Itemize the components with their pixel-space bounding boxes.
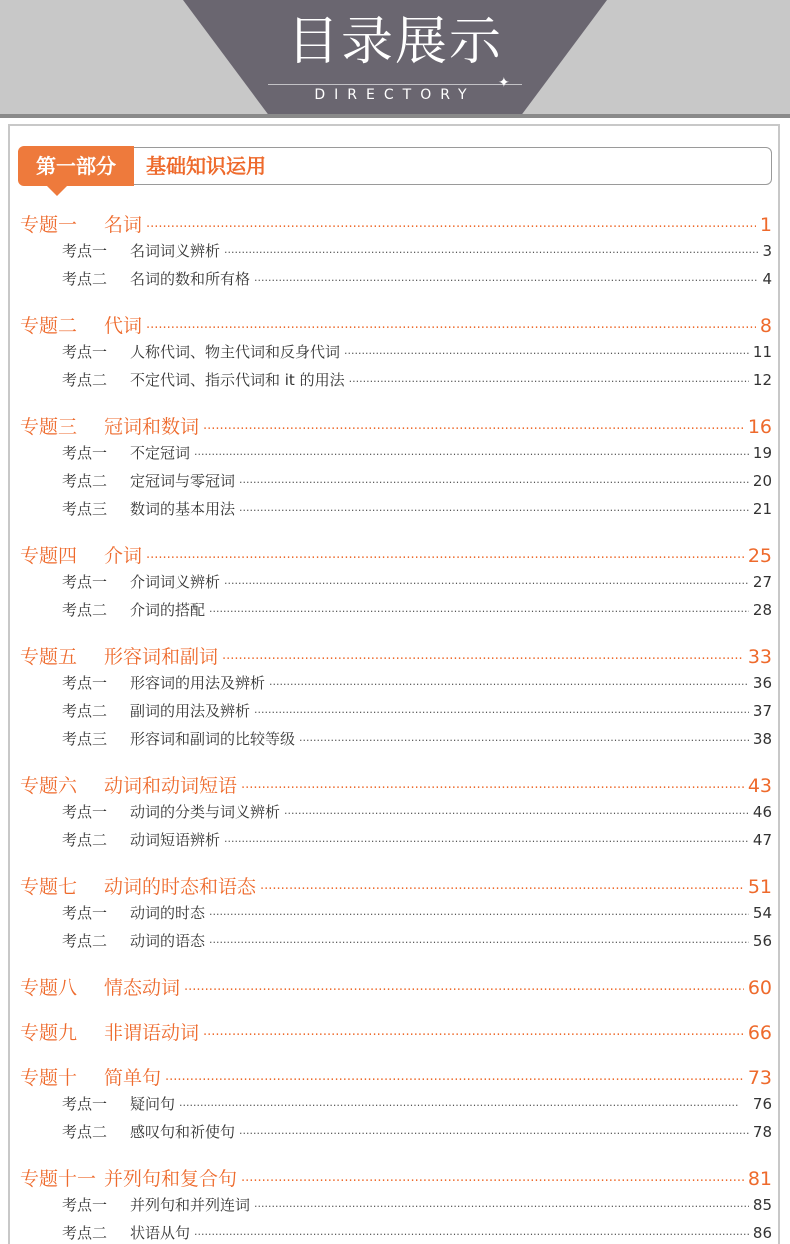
dot-leader: [146, 220, 756, 235]
point-page-number: 37: [752, 702, 772, 720]
topic-label: 专题十: [20, 1067, 78, 1089]
toc-topic-row: [20, 1164, 772, 1191]
topic-name: 并列句和复合句: [104, 1168, 238, 1190]
toc-topic-row: [20, 872, 772, 899]
point-name: 动词的时态: [130, 904, 206, 922]
topic-page-number: 33: [747, 646, 772, 668]
toc-point-row: [62, 369, 772, 390]
dot-leader: [344, 347, 749, 360]
point-label: 考点一: [62, 674, 108, 692]
point-name: 感叹句和祈使句: [130, 1123, 236, 1141]
topic-label: 专题八: [20, 977, 78, 999]
topic-label: 专题六: [20, 775, 78, 797]
toc-point-row: [62, 1222, 772, 1243]
point-label: 考点一: [62, 803, 108, 821]
point-page-number: 28: [752, 601, 772, 619]
topic-page-number: 60: [747, 977, 772, 999]
toc-topic-row: [20, 1018, 772, 1045]
point-page-number: 11: [752, 343, 772, 361]
dot-leader: [209, 936, 749, 949]
point-name: 动词短语辨析: [130, 831, 221, 849]
dot-leader: [222, 652, 744, 667]
topic-page-number: 16: [747, 416, 772, 438]
toc-point-row: [62, 599, 772, 620]
point-page-number: 4: [762, 270, 772, 288]
point-name: 人称代词、物主代词和反身代词: [130, 343, 341, 361]
dot-leader: [165, 1073, 744, 1088]
point-page-number: 36: [752, 674, 772, 692]
toc-point-row: [62, 902, 772, 923]
toc-point-row: [62, 1121, 772, 1142]
toc-point-row: [62, 700, 772, 721]
point-page-number: 19: [752, 444, 772, 462]
point-label: 考点二: [62, 1123, 108, 1141]
point-page-number: 21: [752, 500, 772, 518]
topic-label: 专题五: [20, 646, 78, 668]
point-page-number: 20: [752, 472, 772, 490]
dot-leader: [269, 678, 749, 691]
dot-leader: [260, 882, 744, 897]
dot-leader: [239, 504, 749, 517]
toc-point-row: [62, 571, 772, 592]
topic-page-number: 51: [747, 876, 772, 898]
topic-name: 动词的时态和语态: [104, 876, 257, 898]
point-name: 动词的分类与词义辨析: [130, 803, 281, 821]
part-title: 基础知识运用: [146, 154, 266, 178]
point-name: 定冠词与零冠词: [130, 472, 236, 490]
dot-leader: [299, 734, 749, 747]
dot-leader: [241, 781, 744, 796]
topic-label: 专题十一: [20, 1168, 97, 1190]
toc-point-row: [62, 498, 772, 519]
subtitle-rule: [268, 84, 522, 85]
topic-name: 代词: [104, 315, 143, 337]
topic-label: 专题一: [20, 214, 78, 236]
point-label: 考点二: [62, 702, 108, 720]
point-label: 考点一: [62, 573, 108, 591]
dot-leader: [203, 422, 744, 437]
point-name: 介词的搭配: [130, 601, 206, 619]
point-label: 考点二: [62, 932, 108, 950]
dot-leader: [146, 321, 756, 336]
topic-name: 名词: [104, 214, 143, 236]
point-name: 介词词义辨析: [130, 573, 221, 591]
point-name: 名词的数和所有格: [130, 270, 251, 288]
toc-point-row: [62, 829, 772, 850]
topic-label: 专题七: [20, 876, 78, 898]
dot-leader: [239, 1127, 749, 1140]
point-name: 形容词的用法及辨析: [130, 674, 266, 692]
dot-leader: [224, 246, 758, 259]
point-label: 考点一: [62, 1196, 108, 1214]
toc-point-row: [62, 341, 772, 362]
point-page-number: 85: [752, 1196, 772, 1214]
dot-leader: [194, 1228, 749, 1241]
dot-leader: [179, 1099, 749, 1112]
sparkle-icon: ✦: [498, 75, 510, 91]
point-name: 不定冠词: [130, 444, 191, 462]
dot-leader: [254, 1200, 749, 1213]
point-label: 考点三: [62, 500, 108, 518]
toc-point-row: [62, 470, 772, 491]
dot-leader: [254, 706, 749, 719]
part-tag-pointer: [46, 185, 68, 196]
point-page-number: 76: [752, 1095, 772, 1113]
topic-name: 形容词和副词: [104, 646, 219, 668]
point-page-number: 27: [752, 573, 772, 591]
toc-topic-row: [20, 210, 772, 237]
point-name: 形容词和副词的比较等级: [130, 730, 296, 748]
toc-point-row: [62, 728, 772, 749]
dot-leader: [194, 448, 749, 461]
dot-leader: [184, 983, 744, 998]
dot-leader: [284, 807, 749, 820]
toc-topic-row: [20, 541, 772, 568]
point-name: 并列句和并列连词: [130, 1196, 251, 1214]
banner-divider: [0, 114, 790, 118]
toc-topic-row: [20, 1063, 772, 1090]
toc-topic-row: [20, 771, 772, 798]
topic-name: 冠词和数词: [104, 416, 200, 438]
topic-page-number: 1: [759, 214, 772, 236]
toc-point-row: [62, 1093, 772, 1114]
point-page-number: 78: [752, 1123, 772, 1141]
point-page-number: 12: [752, 371, 772, 389]
topic-name: 情态动词: [104, 977, 181, 999]
toc-point-row: [62, 801, 772, 822]
point-name: 状语从句: [130, 1224, 191, 1242]
point-name: 名词词义辨析: [130, 242, 221, 260]
dot-leader: [224, 835, 749, 848]
point-label: 考点一: [62, 343, 108, 361]
point-label: 考点二: [62, 1224, 108, 1242]
point-page-number: 47: [752, 831, 772, 849]
point-label: 考点一: [62, 1095, 108, 1113]
point-name: 疑问句: [130, 1095, 176, 1113]
dot-leader: [241, 1174, 744, 1189]
topic-page-number: 73: [747, 1067, 772, 1089]
topic-name: 介词: [104, 545, 143, 567]
topic-label: 专题二: [20, 315, 78, 337]
point-page-number: 38: [752, 730, 772, 748]
dot-leader: [146, 551, 744, 566]
dot-leader: [254, 274, 758, 287]
topic-page-number: 66: [747, 1022, 772, 1044]
topic-label: 专题三: [20, 416, 78, 438]
point-page-number: 46: [752, 803, 772, 821]
toc-point-row: [62, 442, 772, 463]
point-page-number: 86: [752, 1224, 772, 1242]
dot-leader: [224, 577, 749, 590]
topic-label: 专题四: [20, 545, 78, 567]
dot-leader: [209, 605, 749, 618]
point-page-number: 3: [762, 242, 772, 260]
toc-point-row: [62, 268, 772, 289]
toc-point-row: [62, 240, 772, 261]
toc-point-row: [62, 930, 772, 951]
dot-leader: [349, 375, 749, 388]
point-name: 数词的基本用法: [130, 500, 236, 518]
dot-leader: [209, 908, 749, 921]
toc-topic-row: [20, 311, 772, 338]
page-subtitle: DIRECTORY: [314, 87, 476, 103]
topic-page-number: 43: [747, 775, 772, 797]
point-label: 考点二: [62, 371, 108, 389]
topic-page-number: 8: [759, 315, 772, 337]
point-label: 考点二: [62, 831, 108, 849]
point-name: 不定代词、指示代词和 it 的用法: [130, 371, 345, 389]
toc-point-row: [62, 672, 772, 693]
point-page-number: 56: [752, 932, 772, 950]
topic-name: 简单句: [104, 1067, 162, 1089]
header-banner: [0, 0, 790, 118]
point-label: 考点二: [62, 472, 108, 490]
point-page-number: 54: [752, 904, 772, 922]
point-name: 副词的用法及辨析: [130, 702, 251, 720]
page-title: 目录展示: [286, 12, 503, 72]
toc-topic-row: [20, 973, 772, 1000]
topic-page-number: 25: [747, 545, 772, 567]
dot-leader: [239, 476, 749, 489]
point-label: 考点二: [62, 270, 108, 288]
topic-label: 专题九: [20, 1022, 78, 1044]
topic-name: 动词和动词短语: [104, 775, 238, 797]
point-label: 考点一: [62, 444, 108, 462]
point-label: 考点三: [62, 730, 108, 748]
toc-point-row: [62, 1194, 772, 1215]
point-name: 动词的语态: [130, 932, 206, 950]
topic-name: 非谓语动词: [104, 1022, 200, 1044]
point-label: 考点一: [62, 242, 108, 260]
dot-leader: [203, 1028, 744, 1043]
point-label: 考点二: [62, 601, 108, 619]
toc-topic-row: [20, 642, 772, 669]
toc-topic-row: [20, 412, 772, 439]
topic-page-number: 81: [747, 1168, 772, 1190]
point-label: 考点一: [62, 904, 108, 922]
part-tag: 第一部分: [18, 146, 134, 186]
